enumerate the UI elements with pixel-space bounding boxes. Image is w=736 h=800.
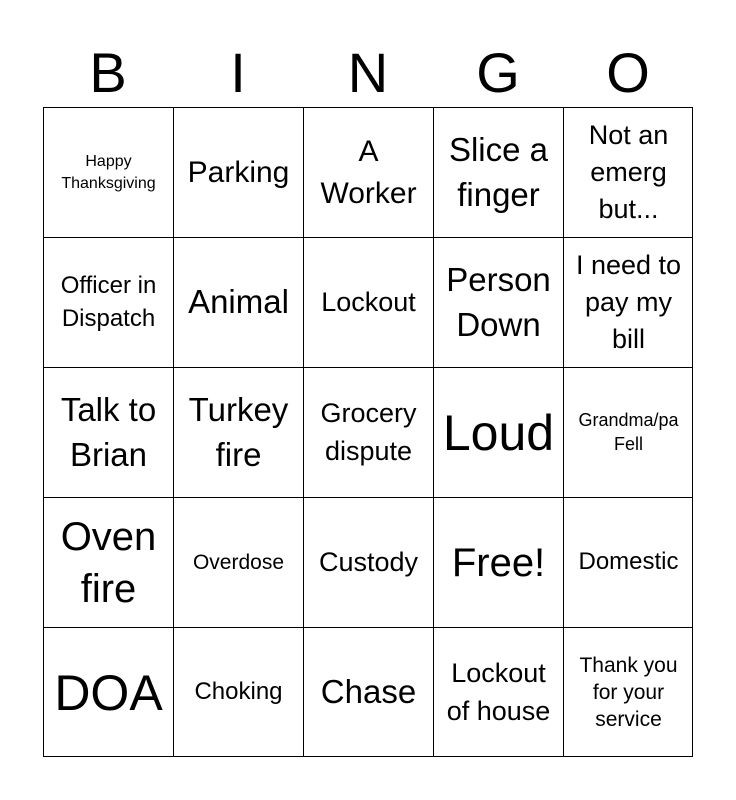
- bingo-cell[interactable]: Custody: [303, 497, 433, 627]
- bingo-cell[interactable]: Grandma/pa Fell: [563, 367, 693, 497]
- bingo-cell[interactable]: Parking: [173, 107, 303, 237]
- bingo-cell[interactable]: Happy Thanksgiving: [43, 107, 173, 237]
- bingo-cell[interactable]: Person Down: [433, 237, 563, 367]
- bingo-cell[interactable]: Loud: [433, 367, 563, 497]
- bingo-cell[interactable]: Thank you for your service: [563, 627, 693, 757]
- header-letter-g: G: [476, 41, 520, 104]
- bingo-cell[interactable]: Chase: [303, 627, 433, 757]
- bingo-cell[interactable]: Lockout: [303, 237, 433, 367]
- header-letter-i: I: [230, 41, 246, 104]
- bingo-cell[interactable]: Talk to Brian: [43, 367, 173, 497]
- header-letter-n: N: [347, 41, 389, 104]
- free-space-cell[interactable]: Free!: [433, 497, 563, 627]
- bingo-cell[interactable]: Turkey fire: [173, 367, 303, 497]
- bingo-cell[interactable]: Slice a finger: [433, 107, 563, 237]
- bingo-cell[interactable]: Lockout of house: [433, 627, 563, 757]
- bingo-header: [43, 40, 693, 106]
- header-letter-b: B: [89, 41, 127, 104]
- bingo-cell[interactable]: Animal: [173, 237, 303, 367]
- bingo-cell[interactable]: DOA: [43, 627, 173, 757]
- bingo-card: [43, 107, 693, 757]
- bingo-cell[interactable]: A Worker: [303, 107, 433, 237]
- bingo-cell[interactable]: Domestic: [563, 497, 693, 627]
- bingo-cell[interactable]: Oven fire: [43, 497, 173, 627]
- header-letter-o: O: [606, 41, 650, 104]
- bingo-cell[interactable]: Officer in Dispatch: [43, 237, 173, 367]
- bingo-cell[interactable]: Choking: [173, 627, 303, 757]
- bingo-cell[interactable]: Overdose: [173, 497, 303, 627]
- bingo-cell[interactable]: Not an emerg but...: [563, 107, 693, 237]
- bingo-cell[interactable]: Grocery dispute: [303, 367, 433, 497]
- bingo-cell[interactable]: I need to pay my bill: [563, 237, 693, 367]
